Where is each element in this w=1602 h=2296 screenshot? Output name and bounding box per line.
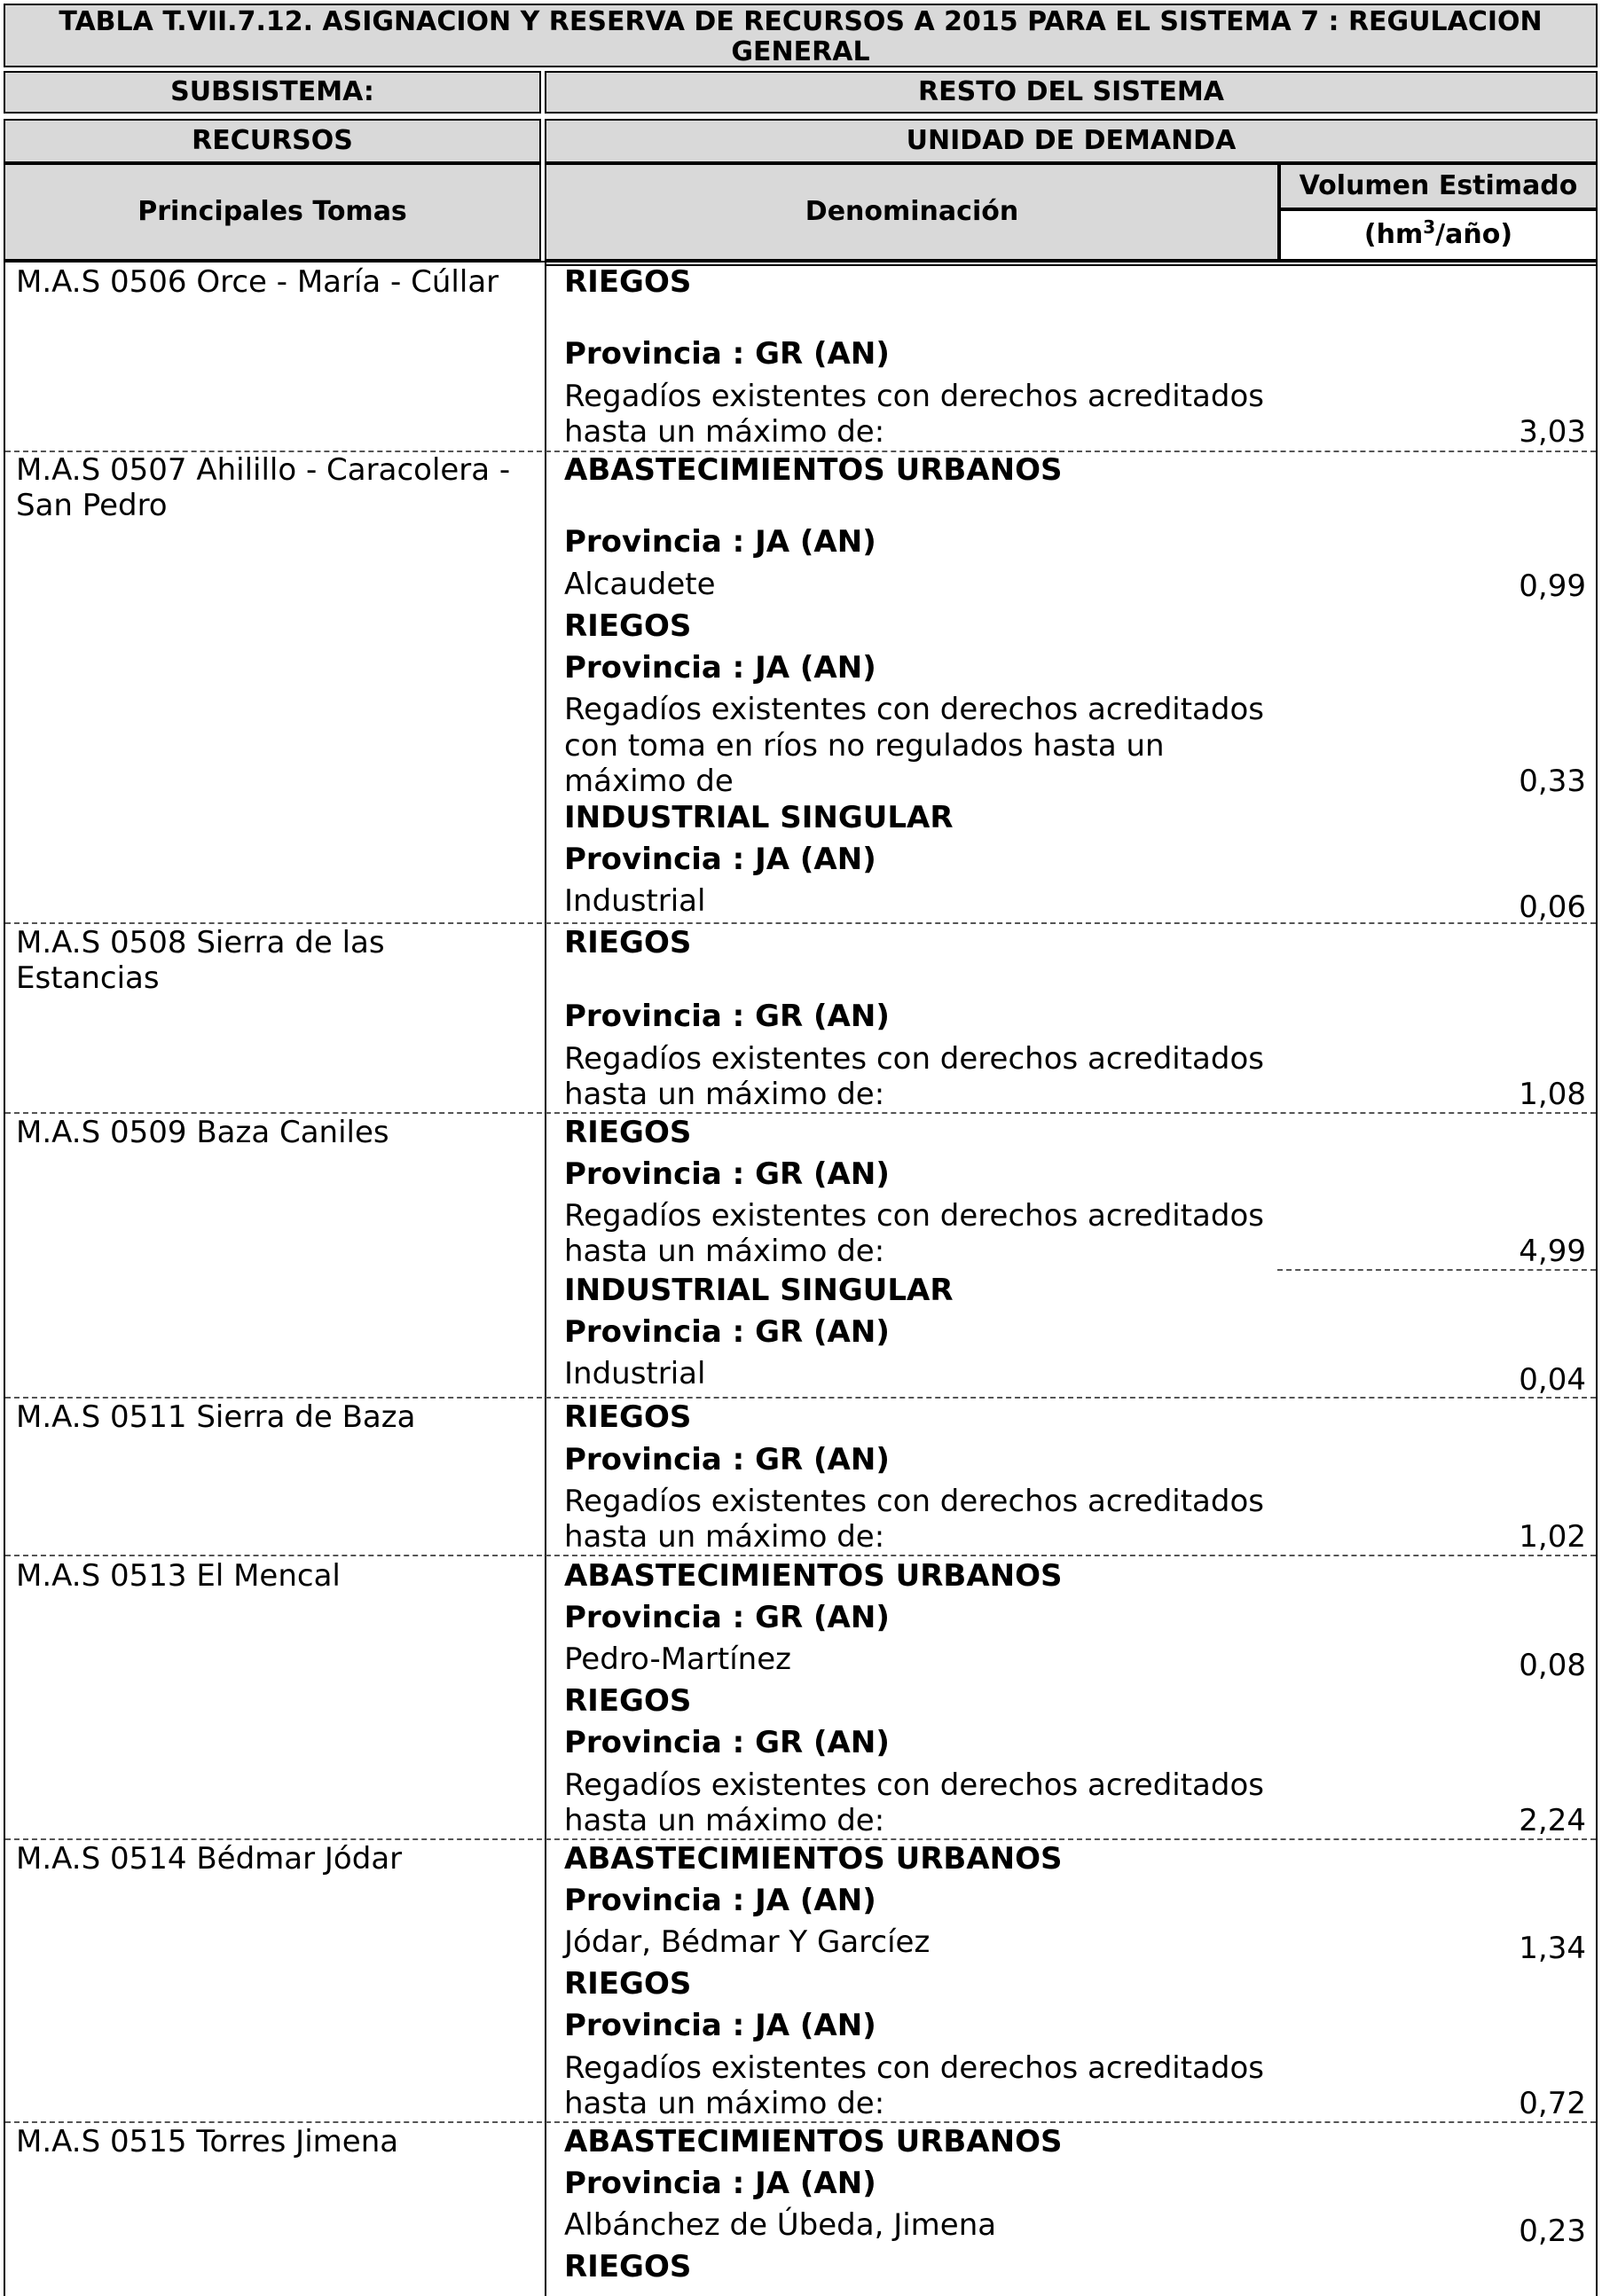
subsistema-value-text: RESTO DEL SISTEMA [918, 76, 1224, 107]
row-line: Provincia : JA (AN) [564, 842, 876, 877]
row-line: máximo de [564, 764, 734, 799]
row-line: hasta un máximo de: [564, 2086, 885, 2121]
row-line: RIEGOS [564, 925, 692, 960]
row-line: RIEGOS [564, 2249, 692, 2284]
volumen-estimado-header-text: Volumen Estimado [1299, 170, 1578, 201]
unidad-header [1279, 209, 1598, 261]
row-line: Provincia : GR (AN) [564, 336, 890, 372]
row-line: Provincia : GR (AN) [564, 1442, 890, 1477]
volumen-estimado-header [1279, 163, 1598, 209]
row-line: Regadíos existentes con derechos acreditados [564, 1041, 1264, 1077]
denominacion-header [545, 163, 1279, 261]
row-line: hasta un máximo de: [564, 1803, 885, 1838]
principales-tomas-header-text: Principales Tomas [137, 196, 407, 227]
row-value: 3,03 [1519, 414, 1586, 450]
row-separator [5, 2121, 1596, 2123]
row-source: M.A.S 0507 Ahilillo - Caracolera - San Pedro [16, 452, 511, 523]
row-line: ABASTECIMIENTOS URBANOS [564, 1558, 1063, 1594]
value-separator [1277, 1269, 1596, 1271]
recursos-header [4, 119, 541, 163]
row-source: M.A.S 0514 Bédmar Jódar [16, 1841, 403, 1877]
row-line: Regadíos existentes con derechos acreditados [564, 379, 1264, 414]
denominacion-header-text: Denominación [805, 196, 1019, 227]
body-top-rule [545, 264, 1598, 266]
row-line: RIEGOS [564, 264, 692, 300]
row-line: Provincia : GR (AN) [564, 1725, 890, 1760]
row-line: Regadíos existentes con derechos acreditados [564, 1767, 1264, 1803]
row-line: Provincia : GR (AN) [564, 999, 890, 1034]
row-line: con toma en ríos no regulados hasta un [564, 728, 1165, 764]
row-line: hasta un máximo de: [564, 1519, 885, 1555]
row-line: hasta un máximo de: [564, 414, 885, 450]
unit-post: /año) [1435, 219, 1513, 250]
row-line: Alcaudete [564, 567, 716, 602]
row-line: Pedro-Martínez [564, 1642, 791, 1677]
principales-tomas-header [4, 163, 541, 261]
unit-sup: 3 [1423, 216, 1436, 238]
row-line: Provincia : JA (AN) [564, 2008, 876, 2043]
row-value: 2,24 [1519, 1803, 1586, 1838]
row-line: hasta un máximo de: [564, 1234, 885, 1269]
resources-column [4, 261, 545, 2296]
row-value: 0,33 [1519, 764, 1586, 799]
subsistema-value [545, 71, 1598, 114]
subsistema-label [4, 71, 541, 114]
unidad-demanda-header-text: UNIDAD DE DEMANDA [906, 125, 1237, 156]
row-line: RIEGOS [564, 1399, 692, 1435]
row-source: M.A.S 0509 Baza Caniles [16, 1115, 389, 1150]
row-separator [5, 1397, 1596, 1399]
unit-pre: (hm [1363, 219, 1424, 250]
row-line: Provincia : JA (AN) [564, 1883, 876, 1918]
row-line: RIEGOS [564, 1966, 692, 2002]
row-value: 0,04 [1519, 1362, 1586, 1398]
row-value: 0,99 [1519, 568, 1586, 604]
row-line: Industrial [564, 883, 706, 919]
row-source: M.A.S 0508 Sierra de las Estancias [16, 925, 385, 996]
row-line: hasta un máximo de: [564, 1077, 885, 1112]
row-source: M.A.S 0515 Torres Jimena [16, 2124, 399, 2159]
row-line: Industrial [564, 1356, 706, 1391]
row-source: M.A.S 0506 Orce - María - Cúllar [16, 264, 499, 300]
row-line: INDUSTRIAL SINGULAR [564, 800, 954, 835]
row-value: 0,06 [1519, 889, 1586, 925]
row-line: INDUSTRIAL SINGULAR [564, 1273, 954, 1308]
row-line: Provincia : GR (AN) [564, 1156, 890, 1192]
recursos-header-text: RECURSOS [192, 125, 353, 156]
row-line: ABASTECIMIENTOS URBANOS [564, 1841, 1063, 1877]
row-line: Regadíos existentes con derechos acreditados [564, 692, 1264, 727]
row-source: M.A.S 0513 El Mencal [16, 1558, 341, 1594]
row-separator [5, 922, 1596, 924]
row-line: Provincia : JA (AN) [564, 650, 876, 686]
table-title [4, 4, 1598, 67]
row-separator [5, 1112, 1596, 1114]
subsistema-label-text: SUBSISTEMA: [170, 76, 374, 107]
row-source: M.A.S 0511 Sierra de Baza [16, 1399, 416, 1435]
unidad-demanda-header [545, 119, 1598, 163]
row-value: 1,34 [1519, 1931, 1586, 1966]
row-line: Provincia : GR (AN) [564, 1314, 890, 1350]
unidad-header-text [1363, 216, 1513, 250]
row-line: Provincia : JA (AN) [564, 524, 876, 560]
row-value: 0,08 [1519, 1648, 1586, 1683]
row-value: 0,23 [1519, 2214, 1586, 2249]
row-line: Regadíos existentes con derechos acreditados [564, 1484, 1264, 1519]
row-separator [5, 1555, 1596, 1556]
row-line: Albánchez de Úbeda, Jimena [564, 2207, 997, 2243]
row-line: RIEGOS [564, 1115, 692, 1150]
row-line: Provincia : JA (AN) [564, 2166, 876, 2201]
row-line: Jódar, Bédmar Y Garcíez [564, 1924, 931, 1960]
row-line: RIEGOS [564, 1683, 692, 1719]
row-line: RIEGOS [564, 608, 692, 644]
row-line: ABASTECIMIENTOS URBANOS [564, 452, 1063, 488]
row-line: Regadíos existentes con derechos acreditados [564, 2050, 1264, 2086]
row-line: Regadíos existentes con derechos acreditados [564, 1198, 1264, 1234]
row-value: 1,08 [1519, 1077, 1586, 1112]
row-line: ABASTECIMIENTOS URBANOS [564, 2124, 1063, 2159]
table-title-text: TABLA T.VII.7.12. ASIGNACION Y RESERVA DE RECURSOS A 2015 PARA EL SISTEMA 7 : REGULACION GENERAL [59, 6, 1543, 67]
row-value: 0,72 [1519, 2086, 1586, 2121]
row-value: 1,02 [1519, 1519, 1586, 1555]
row-separator [5, 1838, 1596, 1840]
row-value: 4,99 [1519, 1234, 1586, 1269]
row-line: Provincia : GR (AN) [564, 1600, 890, 1635]
